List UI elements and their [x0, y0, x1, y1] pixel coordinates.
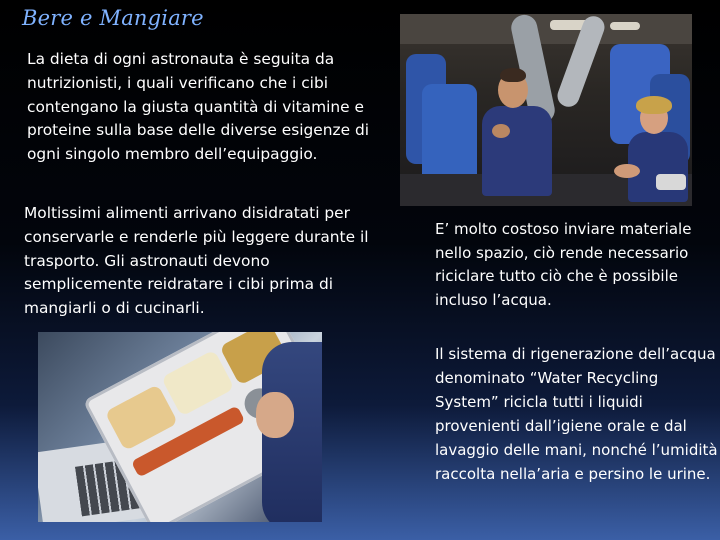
paragraph-recycling: E’ molto costoso inviare materiale nello spazio, ciò rende necessario riciclare tutto ciò che è possibile incluso l’acqua.: [435, 220, 692, 309]
astronauts-photo: [400, 14, 692, 206]
slide-title: Bere e Mangiare: [22, 6, 204, 30]
paragraph-dehydrated-food: Moltissimi alimenti arrivano disidratati per conservarle e renderle più leggere durante il trasporto. Gli astronauti devono semplicemente reidratare i cibi prima di mangiarli o di cucinarli.: [24, 204, 369, 318]
food-tray-photo: [38, 332, 322, 522]
paragraph-water-recycling-system: Il sistema di rigenerazione dell’acqua denominato “Water Recycling System” ricicla tutti i liquidi provenienti dall’igiene orale e dal lavaggio delle mani, nonché l’umidità raccolta nella’aria e persino le urine.: [435, 345, 718, 483]
paragraph-nutrition: La dieta di ogni astronauta è seguita da nutrizionisti, i quali verificano che i cibi contengano la giusta quantità di vitamine e proteine sulla base delle diverse esigenze di ogni singolo membro dell’equipaggio.: [27, 50, 370, 164]
